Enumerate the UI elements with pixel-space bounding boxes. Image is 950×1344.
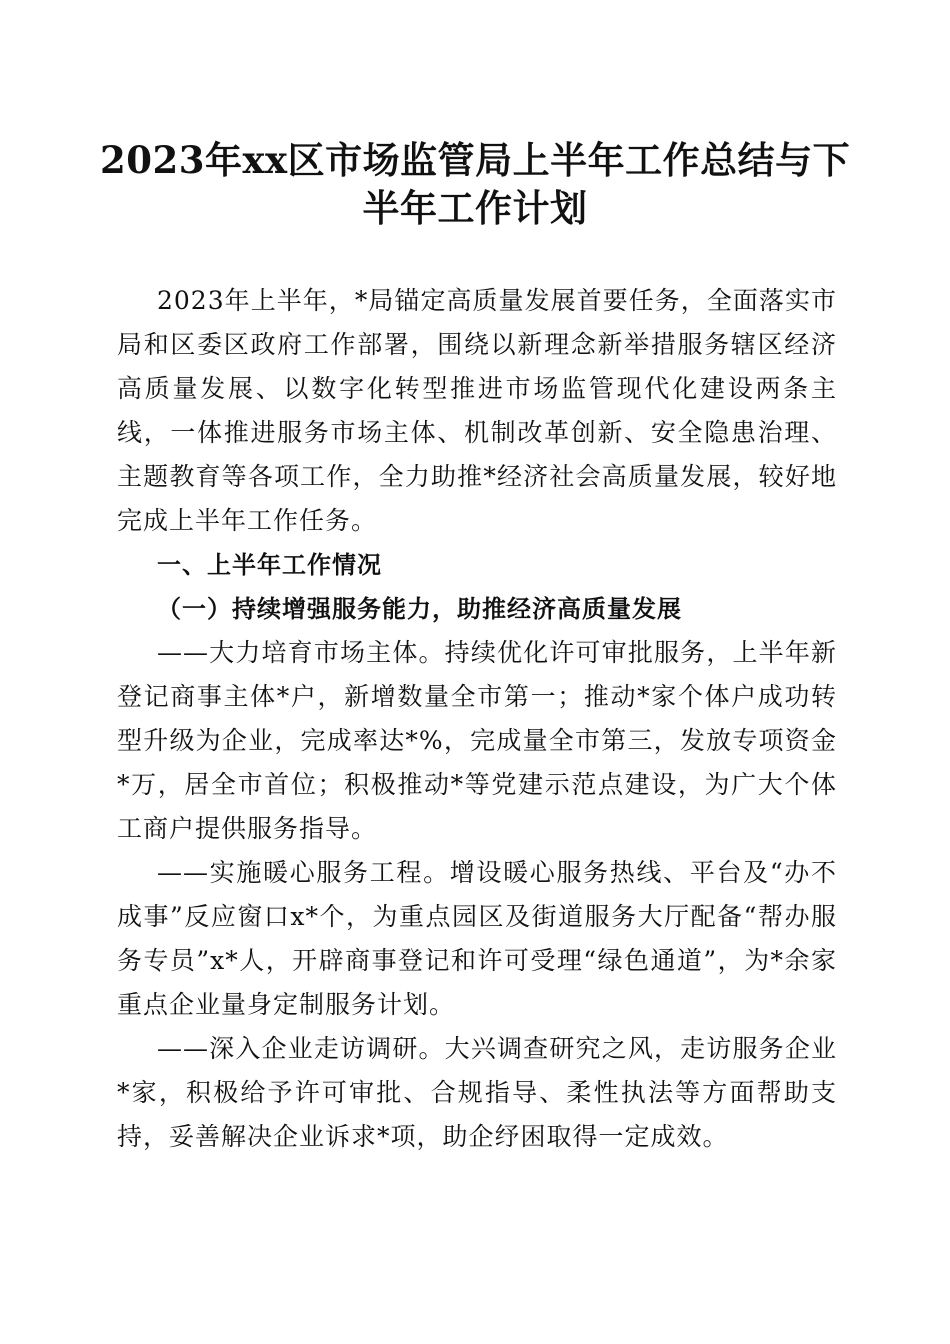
body-paragraph: ——深入企业走访调研。大兴调查研究之风，走访服务企业*家，积极给予许可审批、合规指导、柔性执法等方面帮助支持，妥善解决企业诉求*项，助企纾困取得一定成效。 [117,1034,837,1151]
document-body [117,279,837,1159]
document-title [100,136,850,232]
title-line-2: 半年工作计划 [362,186,588,230]
section-heading: 一、上半年工作情况 [157,551,382,579]
intro-paragraph: 2023年上半年，*局锚定高质量发展首要任务，全面落实市局和区委区政府工作部署，围绕以新理念新举措服务辖区经济高质量发展、以数字化转型推进市场监管现代化建设两条主线，一体推进服务市场主体、机制改革创新、安全隐患治理、主题教育等各项工作，全力助推*经济社会高质量发展，较好地完成上半年工作任务。 [117,286,837,535]
body-paragraph: ——实施暖心服务工程。增设暖心服务热线、平台及“办不成事”反应窗口x*个，为重点园区及街道服务大厅配备“帮办服务专员”x*人，开辟商事登记和许可受理“绿色通道”，为*余家重点企业量身定制服务计划。 [117,858,837,1019]
title-line-1: 2023年xx区市场监管局上半年工作总结与下 [100,138,851,182]
subsection-heading: （一）持续增强服务能力，助推经济高质量发展 [157,594,682,623]
body-paragraph: ——大力培育市场主体。持续优化许可审批服务，上半年新登记商事主体*户，新增数量全市第一；推动*家个体户成功转型升级为企业，完成率达*%，完成量全市第三，发放专项资金*万，居全市首位；积极推动*等党建示范点建设，为广大个体工商户提供服务指导。 [117,638,837,843]
